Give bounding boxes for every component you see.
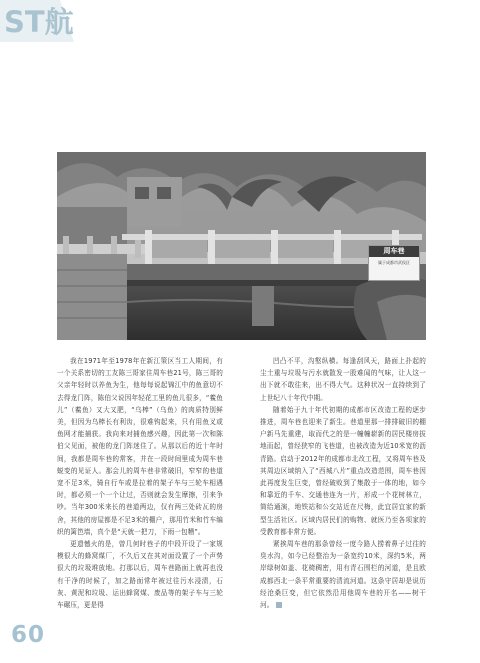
paragraph-text: 紧挨周车巷的那条曾经一度今路人捞着鼻子过往的臭水沟，如今已经整治为一条宽约10米，深约5米，两岸绿树如盖、花椅稠密，用有青石围栏的河道，是且欧成都西北一条平常重要的清流河道。这条守居却是说历经沧桑巨变，但它依然沿用他周车巷的开名——树干河。 <box>260 540 426 610</box>
street-sign <box>368 245 420 281</box>
street-sign-subtitle: 属于成都市武侯区 <box>378 260 410 265</box>
article-left-column <box>57 355 223 611</box>
magazine-logo <box>0 0 74 42</box>
paragraph: 更遗憾火的是，曾几何时巷子的中段开设了一家规模很大的蜂窝煤厂，不久后又在其对面设置了一个声势很大的垃圾堆放地。打那以后，周车巷路面上就再也没有干净的时候了，加之路面常年被过往污水浸渍，石灰、黄泥和垃圾、运出蜂窝煤、废品等的架子车与三轮车碾压，更是得 <box>57 540 223 610</box>
paragraph: 我在1971年至1978年在新江策区当工人期间，有一个关系密切的工友陈三哥家住周车巷21号，陈三哥的父亲年轻时以养鱼为生，他每每说起锦江中的鱼意切不去得龙门阵，陈伯父说因年轻花工里的鱼儿很多，“鲝鱼儿”（鲝鱼）又大又肥，“乌棒”（乌鱼）的肉质特别鲜美，但因为乌棒长有利齿，很难钩起来，只有用鱼叉或鱼网才能捕获。我向来对捕鱼感兴趣，因此第一次和陈伯父见面，被他的龙门阵迷住了。从那以后的近十年时间，我都是周车巷的常客，并在一段时间里成为周车巷蜕变的见证人。那会儿的周车巷非常破旧，窄窄的巷道宽不足3米，骑自行车或是拉着的架子车与三轮车相遇时，都必须一个一个让过，否则就会发生摩擦，引来争吵。当年300米来长的巷道两边，仅有两三处砖瓦的房舍，其他的房屋都是不足3米的棚户，那用竹米和竹车编织的篱笆墙，真个是“天就一把刀，下雨一包糟”。 <box>57 357 223 536</box>
end-mark-icon <box>276 602 282 608</box>
street-sign-title: 周车巷 <box>369 246 419 257</box>
paragraph-last <box>260 538 426 611</box>
logo-text: ST航 <box>4 5 74 39</box>
paragraph: 凹凸不平，沟壑纵横。每逢刮风天，路面上扑起的尘土重与垃圾与污水就散发一股难闻的气味，让人这一出下就不敢往来，出不得大气。这种状况一直持续到了上世纪八十年代中期。 <box>260 357 426 402</box>
article-right-column <box>260 355 426 611</box>
page-number: 60 <box>11 622 46 648</box>
paragraph: 随着始于九十年代初期的成都市区改造工程的逐步推进，周车巷也迎来了新生。巷道里那一排排破旧的棚户新马先重建，取而代之的是一幢幢崭新的居民楼房拔地而起，曾经狭窄的飞巷道，也被改造为近10米宽的沥青路。启动于2012年的成都市北改工程，又将周车巷及其周边区域纳入了“西城八片”重点改造范围，周车巷因此再度发生巨变，曾经破败到了集散于一体的地，如今和靠近的千车、交通巷连为一片，形成一个花树林立，简给通演，地铁站和公交站近在尺梅，此宜居宜家的新型生活社区。区域内居民们的购物、就医乃至各项家的受教育都非常方便。 <box>260 405 426 536</box>
